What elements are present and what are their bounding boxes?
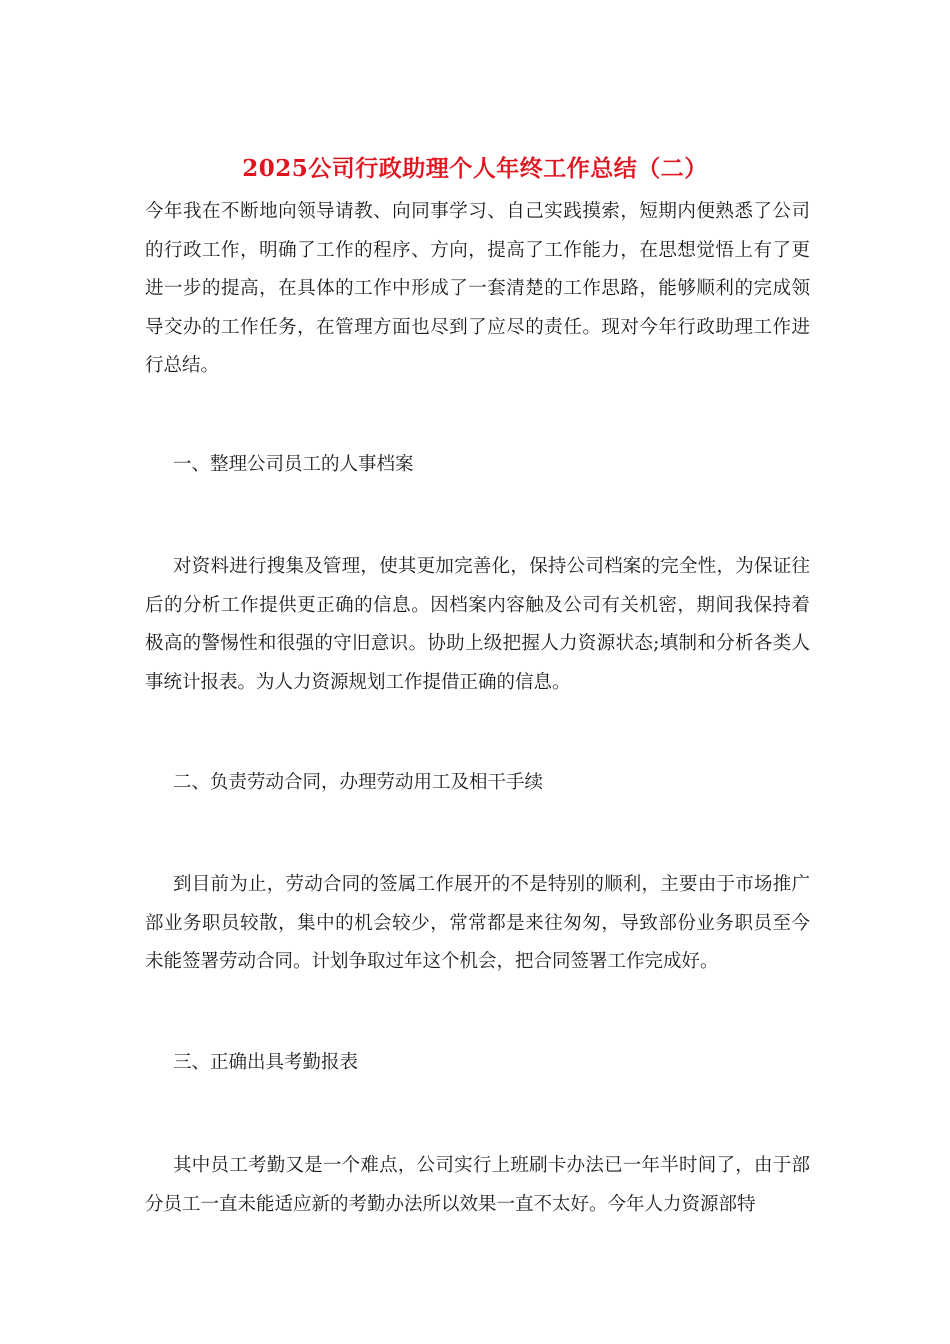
section-body-1: 对资料进行搜集及管理，使其更加完善化，保持公司档案的完全性，为保证往后的分析工作提供更正确的信息。因档案内容触及公司有关机密，期间我保持着极高的警惕性和很强的守旧意识。协助上级把握人力资源状态;填制和分析各类人事统计报表。为人力资源规划工作提借正确的信息。 bbox=[145, 556, 810, 693]
section-heading-3: 三、正确出具考勤报表 bbox=[173, 1052, 359, 1073]
document-title: 2025公司行政助理个人年终工作总结（二） bbox=[242, 155, 708, 182]
intro-paragraph: 今年我在不断地向领导请教、向同事学习、自己实践摸索，短期内便熟悉了公司的行政工作，明确了工作的程序、方向，提高了工作能力，在思想觉悟上有了更进一步的提高，在具体的工作中形成了一套清楚的工作思路，能够顺利的完成领导交办的工作任务，在管理方面也尽到了应尽的责任。现对今年行政助理工作进行总结。 bbox=[145, 201, 810, 376]
section-body-2: 到目前为止，劳动合同的签属工作展开的不是特别的顺利，主要由于市场推广部业务职员较散，集中的机会较少，常常都是来往匆匆，导致部份业务职员至今未能签署劳动合同。计划争取过年这个机会，把合同签署工作完成好。 bbox=[145, 874, 810, 972]
section-heading-1: 一、整理公司员工的人事档案 bbox=[173, 454, 414, 475]
section-body-3: 其中员工考勤又是一个难点，公司实行上班刷卡办法已一年半时间了，由于部分员工一直未能适应新的考勤办法所以效果一直不太好。今年人力资源部特 bbox=[145, 1155, 810, 1215]
section-heading-2: 二、负责劳动合同，办理劳动用工及相干手续 bbox=[173, 772, 544, 793]
